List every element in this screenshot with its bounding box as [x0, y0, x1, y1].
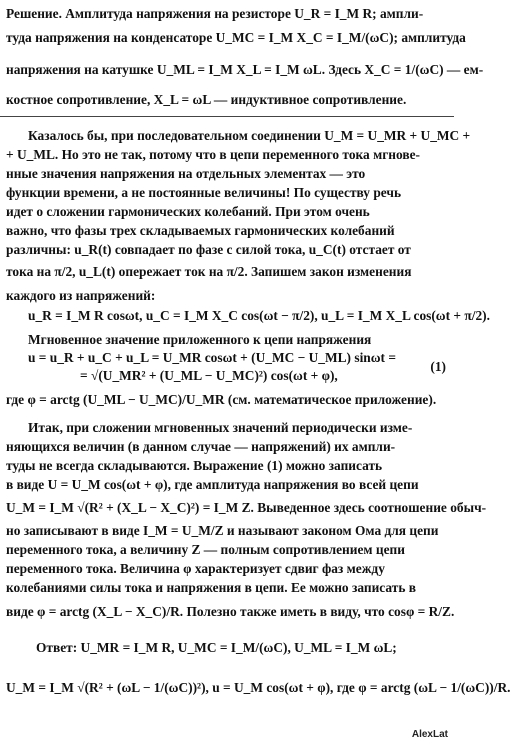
conclusion-line-1: Итак, при сложении мгновенных значений периодически изме-	[28, 420, 413, 435]
conclusion-line-6: но записывают в виде I_M = U_M/Z и называют законом Ома для цепи	[6, 523, 439, 538]
conclusion-line-10: виде φ = arctg (X_L − X_C)/R. Полезно также иметь в виду, что cosφ = R/Z.	[6, 604, 455, 619]
conclusion-line-2: няющихся величин (в данном случае — напряжений) их ампли-	[6, 439, 396, 454]
body-line-1: Казалось бы, при последовательном соединении U_M = U_MR + U_MC +	[28, 128, 471, 143]
phi-definition-line: где φ = arctg (U_ML − U_MC)/U_MR (см. математическое приложение).	[6, 392, 437, 407]
solution-line-1: Решение. Амплитуда напряжения на резисторе U_R = I_M R; ампли-	[6, 6, 424, 21]
answer-line-2: U_M = I_M √(R² + (ωL − 1/(ωC))²), u = U_M cos(ωt + φ), где φ = arctg (ωL − 1/(ωC))/R.	[6, 680, 511, 695]
body-line-9: каждого из напряжений:	[6, 288, 156, 303]
body-line-6: важно, что фазы трех складываемых гармонических колебаний	[6, 223, 395, 238]
signature-watermark: AlexLat	[411, 729, 448, 740]
section-divider	[0, 116, 454, 117]
conclusion-line-5: U_M = I_M √(R² + (X_L − X_C)²) = I_M Z. Выведенное здесь соотношение обыч-	[6, 500, 487, 515]
conclusion-line-4: в виде U = U_M cos(ωt + φ), где амплитуда напряжения во всей цепи	[6, 477, 419, 492]
answer-line-1: Ответ: U_MR = I_M R, U_MC = I_M/(ωC), U_ML = I_M ωL;	[36, 640, 397, 655]
body-line-4: функции времени, а не постоянные величины! По существу речь	[6, 185, 402, 200]
conclusion-line-7: переменного тока, а величину Z — полным сопротивлением цепи	[6, 542, 405, 557]
solution-line-4: костное сопротивление, X_L = ωL — индуктивное сопротивление.	[6, 92, 407, 107]
formula-sum-line-2: = √(U_MR² + (U_ML − U_MC)²) cos(ωt + φ),	[80, 368, 338, 383]
body-line-2: + U_ML. Но это не так, потому что в цепи переменного тока мгнове-	[6, 147, 420, 162]
body-line-7: различны: u_R(t) совпадает по фазе с силой тока, u_C(t) отстает от	[6, 242, 411, 257]
formula-sum-line-1: u = u_R + u_C + u_L = U_MR cosωt + (U_MC − U_ML) sinωt =	[28, 350, 396, 365]
body-line-3: нные значения напряжения на отдельных элементах — это	[6, 166, 366, 181]
body-line-8: тока на π/2, u_L(t) опережает ток на π/2. Запишем закон изменения	[6, 264, 412, 279]
conclusion-line-3: туды не всегда складываются. Выражение (1) можно записать	[6, 458, 383, 473]
conclusion-line-8: переменного тока. Величина φ характеризует сдвиг фаз между	[6, 561, 385, 576]
solution-line-2: туда напряжения на конденсаторе U_MC = I_M X_C = I_M/(ωC); амплитуда	[6, 30, 466, 45]
formula-voltages: u_R = I_M R cosωt, u_C = I_M X_C cos(ωt − π/2), u_L = I_M X_L cos(ωt + π/2).	[28, 308, 490, 323]
instant-voltage-intro: Мгновенное значение приложенного к цепи напряжения	[28, 332, 372, 347]
conclusion-line-9: колебаниями силы тока и напряжения в цепи. Ее можно записать в	[6, 580, 416, 595]
equation-number: (1)	[430, 359, 446, 374]
body-line-5: идет о сложении гармонических колебаний. При этом очень	[6, 204, 370, 219]
solution-line-3: напряжения на катушке U_ML = I_M X_L = I_M ωL. Здесь X_C = 1/(ωC) — ем-	[6, 62, 484, 77]
